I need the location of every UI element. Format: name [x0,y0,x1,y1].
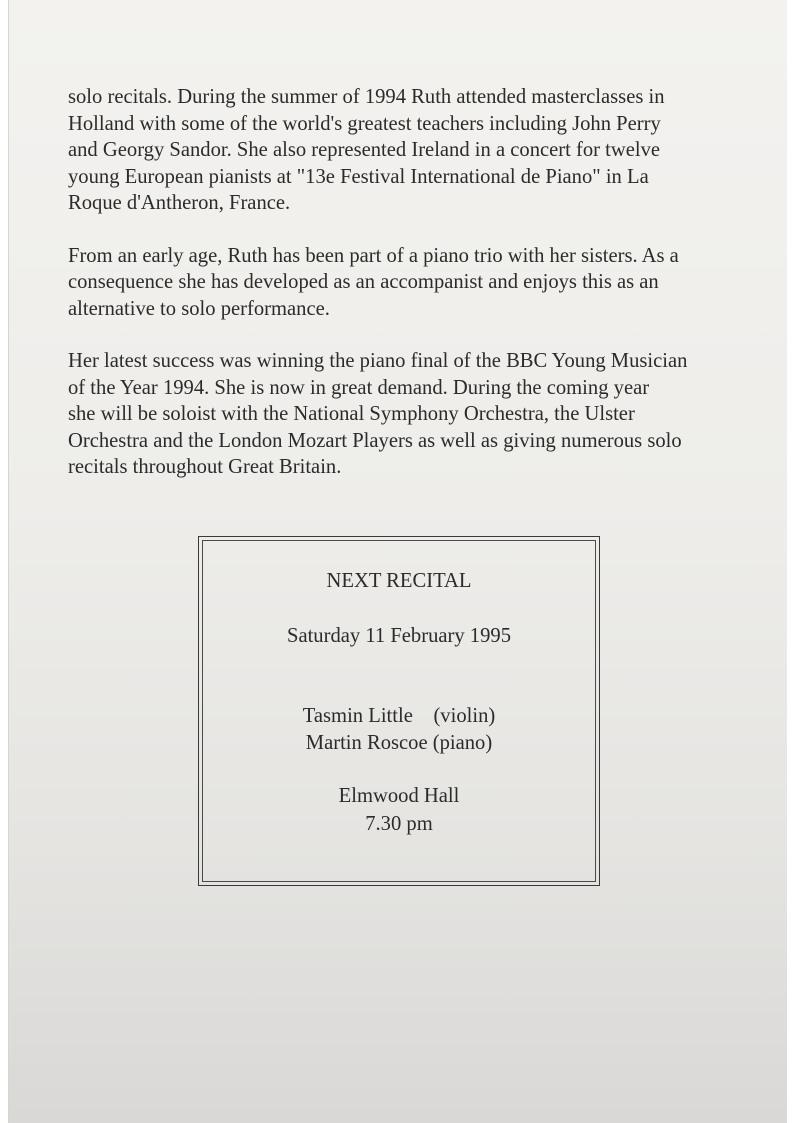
text-line: recitals throughout Great Britain. [68,456,342,478]
text-line: and Georgy Sandor. She also represented Ireland in a concert for twelve [68,139,661,161]
text-line: Orchestra and the London Mozart Players as well as giving numerous solo [68,429,682,452]
recital-time: 7.30 pm [365,813,433,835]
next-recital-box [198,536,600,886]
body-text [68,84,748,507]
text-line: Her latest success was winning the piano final of the BBC Young Musician [68,350,688,372]
text-line: alternative to solo performance. [68,297,330,320]
paragraph-piano-trio [68,243,748,323]
performer-piano: Martin Roscoe (piano) [305,732,493,754]
recital-venue: Elmwood Hall [338,785,460,807]
text-line: Holland with some of the world's greatest teachers including John Perry [68,112,661,135]
text-line: young European pianists at "13e Festival International de Piano" in La [68,165,649,188]
text-line: Roque d'Antheron, France. [68,192,291,214]
text-line: she will be soloist with the National Symphony Orchestra, the Ulster [68,403,635,425]
next-recital-heading: NEXT RECITAL [326,570,472,592]
paragraph-latest-success [68,348,748,481]
text-line: of the Year 1994. She is now in great demand. During the coming year [68,376,650,399]
performer-violin: Tasmin Little (violin) [302,705,496,727]
text-line: solo recitals. During the summer of 1994 Ruth attended masterclasses in [68,86,665,108]
text-line: From an early age, Ruth has been part of a piano trio with her sisters. As a [68,244,679,267]
paragraph-masterclasses [68,84,748,217]
text-line: consequence she has developed as an accompanist and enjoys this as an [68,271,659,293]
recital-date: Saturday 11 February 1995 [286,625,511,647]
